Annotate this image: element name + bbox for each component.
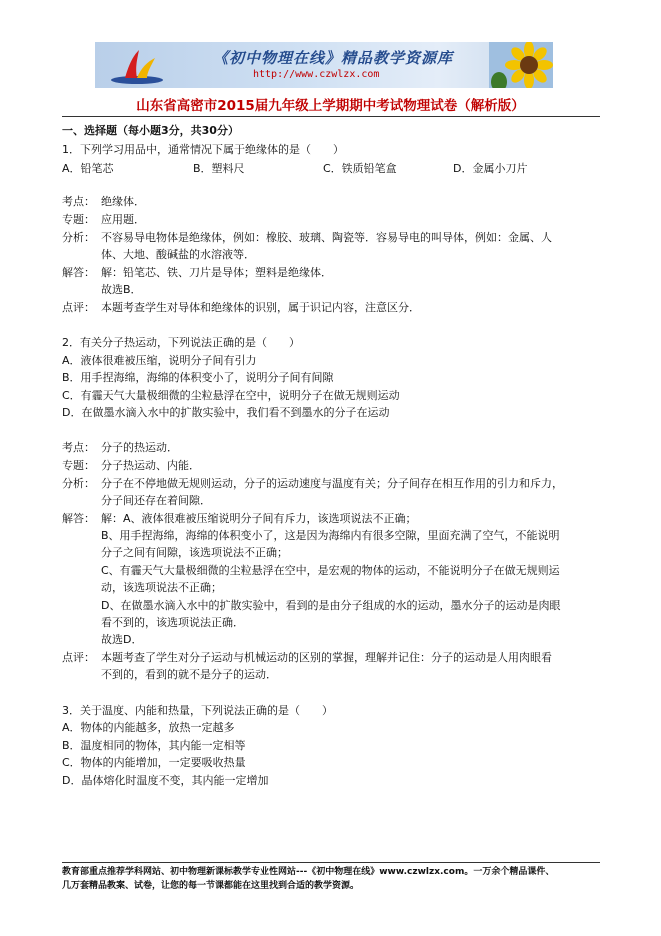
q3-option-d: D．晶体熔化时温度不变，其内能一定增加 bbox=[62, 774, 269, 787]
q1-jieda-label: 解答： bbox=[62, 266, 95, 279]
q2-zhuanti: 分子热运动、内能． bbox=[101, 459, 200, 472]
q2-fenxi-line: 分子间还存在着间隙． bbox=[101, 494, 211, 507]
q2-kaodian-label: 考点： bbox=[62, 441, 95, 454]
q2-jieda-line: B、用手捏海绵，海绵的体积变小了，这是因为海绵内有很多空隙，里面充满了空气，不能说明 bbox=[101, 529, 560, 542]
footer-divider bbox=[62, 862, 600, 863]
q1-option-a: A．铅笔芯 bbox=[62, 162, 114, 175]
q1-dianping-line: 本题考查学生对导体和绝缘体的识别，属于识记内容，注意区分． bbox=[101, 301, 420, 314]
q2-jieda-line: 故选D． bbox=[101, 633, 143, 646]
q2-jieda-label: 解答： bbox=[62, 512, 95, 525]
q1-option-b: B．塑料尺 bbox=[193, 162, 245, 175]
footer-line: 几万套精品教案、试卷，让您的每一节课都能在这里找到合适的教学资源。 bbox=[62, 881, 360, 891]
q2-jieda-line: 分子之间有间隙，该选项说法不正确； bbox=[101, 546, 288, 559]
q2-dianping-label: 点评： bbox=[62, 651, 95, 664]
banner-url: http://www.czwlzx.com bbox=[253, 69, 380, 80]
q1-jieda-line: 故选B． bbox=[101, 283, 142, 296]
q3-option-b: B．温度相同的物体，其内能一定相等 bbox=[62, 739, 246, 752]
q2-option-d: D．在做墨水滴入水中的扩散实验中，我们看不到墨水的分子在运动 bbox=[62, 406, 390, 419]
q2-dianping-line: 本题考查了学生对分子运动与机械运动的区别的掌握，理解并记住：分子的运动是人用肉眼看 bbox=[101, 651, 552, 664]
q2-option-b: B．用手捏海绵，海绵的体积变小了，说明分子间有间隙 bbox=[62, 371, 334, 384]
q3-stem: 3．关于温度、内能和热量，下列说法正确的是（ ） bbox=[62, 704, 333, 717]
q1-jieda-line: 解：铅笔芯、铁、刀片是导体；塑料是绝缘体． bbox=[101, 266, 332, 279]
q2-jieda-line: C、有霾天气大量极细微的尘粒悬浮在空中，是宏观的物体的运动，不能说明分子在做无规则运 bbox=[101, 564, 560, 577]
q3-option-a: A．物体的内能越多，放热一定越多 bbox=[62, 721, 235, 734]
q1-zhuanti-label: 专题： bbox=[62, 213, 95, 226]
q2-jieda-line: D、在做墨水滴入水中的扩散实验中，看到的是由分子组成的水的运动，墨水分子的运动是肉眼 bbox=[101, 599, 561, 612]
q2-option-c: C．有霾天气大量极细微的尘粒悬浮在空中，说明分子在做无规则运动 bbox=[62, 389, 400, 402]
q2-jieda-line: 动，该选项说法不正确； bbox=[101, 581, 222, 594]
q1-option-c: C．铁质铅笔盒 bbox=[323, 162, 397, 175]
site-logo-icon bbox=[107, 44, 167, 86]
q1-kaodian: 绝缘体． bbox=[101, 195, 145, 208]
section-heading: 一、选择题（每小题3分，共30分） bbox=[62, 124, 239, 137]
q2-fenxi-label: 分析： bbox=[62, 477, 95, 490]
q2-stem: 2．有关分子热运动，下列说法正确的是（ ） bbox=[62, 336, 300, 349]
q1-dianping-label: 点评： bbox=[62, 301, 95, 314]
q2-jieda-line: 解：A、液体很难被压缩说明分子间有斥力，该选项说法不正确； bbox=[101, 512, 417, 525]
header-banner bbox=[95, 42, 553, 88]
q1-stem: 1．下列学习用品中，通常情况下属于绝缘体的是（ ） bbox=[62, 143, 344, 156]
document-title: 山东省高密市2015届九年级上学期期中考试物理试卷（解析版） bbox=[136, 98, 525, 114]
q1-zhuanti: 应用题． bbox=[101, 213, 145, 226]
q3-option-c: C．物体的内能增加，一定要吸收热量 bbox=[62, 756, 246, 769]
footer-line: 教育部重点推荐学科网站、初中物理新课标教学专业性网站---《初中物理在线》www.czwlzx.com。一万余个精品课件、 bbox=[62, 867, 555, 877]
q2-zhuanti-label: 专题： bbox=[62, 459, 95, 472]
q1-fenxi-line: 体、大地、酸碱盐的水溶液等． bbox=[101, 248, 255, 261]
q1-fenxi-line: 不容易导电物体是绝缘体，例如：橡胶、玻璃、陶瓷等．容易导电的叫导体，例如：金属、人 bbox=[101, 231, 552, 244]
q2-kaodian: 分子的热运动． bbox=[101, 441, 178, 454]
q2-dianping-line: 不到的，看到的就不是分子的运动． bbox=[101, 668, 277, 681]
q2-option-a: A．液体很难被压缩，说明分子间有引力 bbox=[62, 354, 257, 367]
q1-kaodian-label: 考点： bbox=[62, 195, 95, 208]
banner-title: 《初中物理在线》精品教学资源库 bbox=[213, 49, 454, 67]
title-divider bbox=[62, 116, 600, 117]
q2-fenxi-line: 分子在不停地做无规则运动，分子的运动速度与温度有关；分子间存在相互作用的引力和斥力， bbox=[101, 477, 563, 490]
sunflower-icon bbox=[489, 42, 553, 88]
q1-fenxi-label: 分析： bbox=[62, 231, 95, 244]
q2-jieda-line: 看不到的，该选项说法正确． bbox=[101, 616, 244, 629]
q1-option-d: D．金属小刀片 bbox=[453, 162, 528, 175]
